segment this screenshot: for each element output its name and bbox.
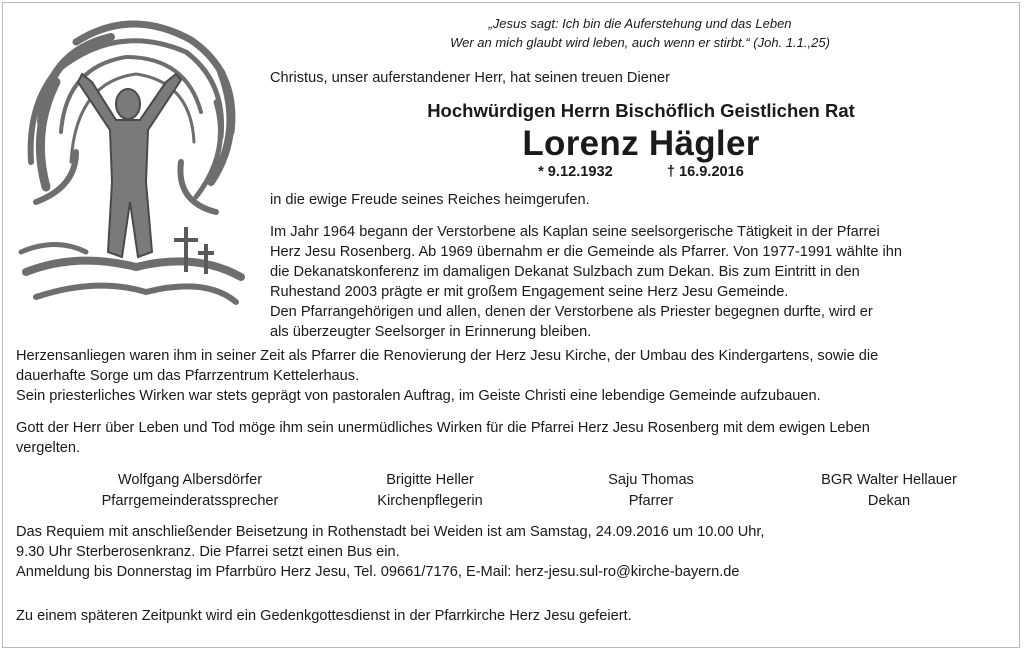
biography-line: Im Jahr 1964 begann der Verstorbene als Kaplan seine seelsorgerische Tätigkeit in der Pfarrei — [270, 224, 880, 240]
signatory-name: Saju Thomas — [608, 472, 694, 488]
ministry-paragraph: Sein priesterliches Wirken war stets geprägt von pastoralen Auftrag, im Geiste Christi eine lebendige Gemeinde aufzubauen. — [16, 388, 821, 404]
signatory-role: Pfarrer — [628, 493, 674, 509]
signatory — [320, 470, 540, 512]
intro-text: Christus, unser auferstandener Herr, hat seinen treuen Diener — [270, 70, 670, 86]
called-home-text: in die ewige Freude seines Reiches heimgerufen. — [270, 192, 590, 208]
biography-line: als überzeugter Seelsorger in Erinnerung bleiben. — [270, 324, 592, 340]
biography-paragraph — [270, 222, 902, 342]
biography-line: Den Pfarrangehörigen und allen, denen der Verstorbene als Priester begegnen durfte, wird er — [270, 304, 873, 320]
birth-date: * 9.12.1932 — [538, 164, 613, 180]
biography-line: Ruhestand 2003 prägte er mit großem Engagement seine Herz Jesu Gemeinde. — [270, 284, 789, 300]
signatory-role: Dekan — [867, 493, 911, 509]
signatory — [779, 470, 999, 512]
quote-line: Wer an mich glaubt wird leben, auch wenn er stirbt.“ (Joh. 1.1.,25) — [450, 35, 830, 50]
blessing-line: Gott der Herr über Leben und Tod möge ihm sein unermüdliches Wirken für die Pfarrei Herz Jesu Rosenberg mit dem ewigen Leben — [16, 420, 870, 436]
quote-line: „Jesus sagt: Ich bin die Auferstehung und das Leben — [488, 16, 792, 31]
signatory-name: Wolfgang Albersdörfer — [117, 472, 263, 488]
deceased-name: Lorenz Hägler — [522, 124, 760, 163]
death-date: † 16.9.2016 — [666, 164, 744, 180]
signatory-role: Pfarrgemeinderatssprecher — [101, 493, 279, 509]
funeral-paragraph — [16, 522, 764, 582]
life-dates — [270, 162, 1012, 182]
blessing-line: vergelten. — [16, 440, 81, 456]
concerns-line: Herzensanliegen waren ihm in seiner Zeit als Pfarrer die Renovierung der Herz Jesu Kirche, der Umbau des Kindergartens, sowie die — [16, 348, 879, 364]
memorial-paragraph: Zu einem späteren Zeitpunkt wird ein Gedenkgottesdienst in der Pfarrkirche Herz Jesu gefeiert. — [16, 608, 632, 624]
funeral-line: Anmeldung bis Donnerstag im Pfarrbüro Herz Jesu, Tel. 09661/7176, E-Mail: herz-jesu.sul-ro@kirche-bayern.de — [16, 564, 740, 580]
blessing-paragraph — [16, 418, 870, 458]
funeral-line: 9.30 Uhr Sterberosenkranz. Die Pfarrei setzt einen Bus ein. — [16, 544, 400, 560]
signatory-role: Kirchenpflegerin — [377, 493, 483, 509]
biography-line: die Dekanatskonferenz im damaligen Dekanat Sulzbach zum Dekan. Bis zum Eintritt in den — [270, 264, 860, 280]
honorific-title: Hochwürdigen Herrn Bischöflich Geistlichen Rat — [427, 100, 855, 121]
signatory — [541, 470, 761, 512]
signatory-name: BGR Walter Hellauer — [821, 472, 957, 488]
signatory-name: Brigitte Heller — [386, 472, 474, 488]
biography-line: Herz Jesu Rosenberg. Ab 1969 übernahm er die Gemeinde als Pfarrer. Von 1977-1991 wählte ihn — [270, 244, 902, 260]
risen-christ-illustration-icon — [16, 12, 246, 312]
concerns-line: dauerhafte Sorge um das Pfarrzentrum Kettelerhaus. — [16, 368, 360, 384]
concerns-paragraph — [16, 346, 878, 386]
signatory — [80, 470, 300, 512]
funeral-line: Das Requiem mit anschließender Beisetzung in Rothenstadt bei Weiden ist am Samstag, 24.09.2016 um 10.00 Uhr, — [16, 524, 765, 540]
bible-quote — [400, 14, 880, 52]
